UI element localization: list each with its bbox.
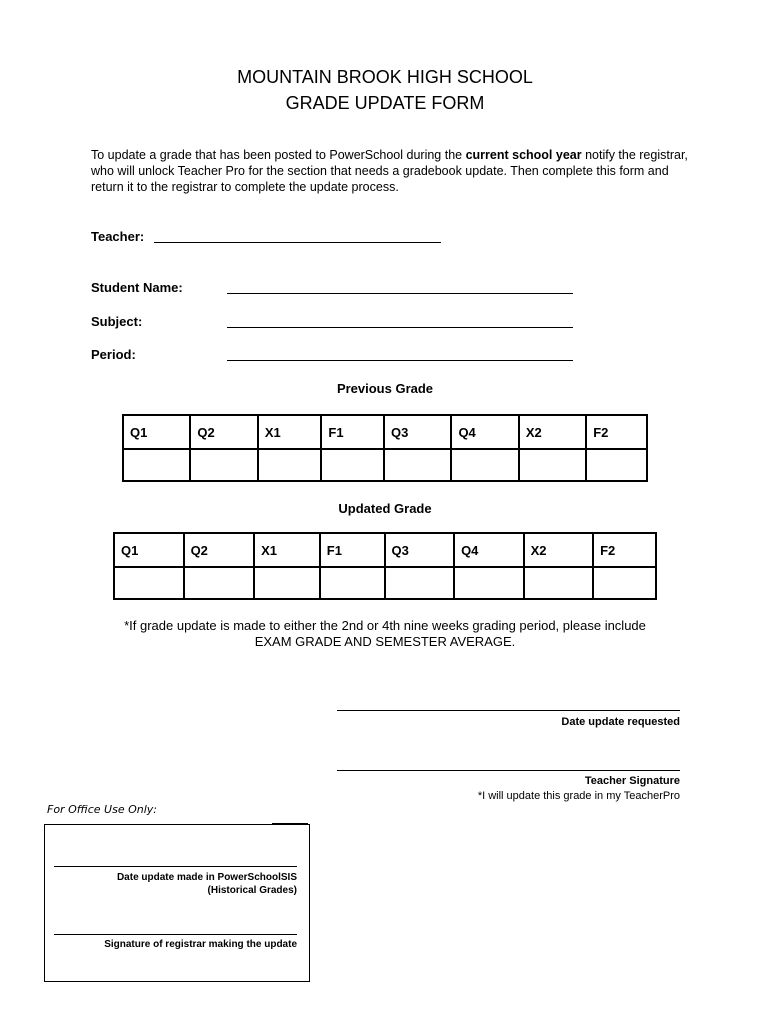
updated-grade-col-header: Q4 <box>454 533 524 567</box>
previous-grade-cell[interactable] <box>451 449 518 481</box>
intro-text-bold: current school year <box>465 148 582 162</box>
previous-grade-col-header: Q3 <box>384 415 451 449</box>
teacher-field-line[interactable] <box>154 242 441 243</box>
teacher-signature-line[interactable] <box>337 770 680 771</box>
exam-grade-note-line2: EXAM GRADE AND SEMESTER AVERAGE. <box>254 634 516 649</box>
updated-grade-table <box>113 532 657 600</box>
exam-grade-note-line1: *If grade update is made to either the 2nd or 4th nine weeks grading period, please include <box>124 618 646 633</box>
updated-grade-col-header: Q1 <box>114 533 184 567</box>
date-made-label-line1: Date update made in PowerSchoolSIS <box>116 872 297 883</box>
previous-grade-table <box>122 414 648 482</box>
previous-grade-heading: Previous Grade <box>336 381 434 396</box>
period-field-line[interactable] <box>227 360 573 361</box>
updated-grade-header-row <box>114 533 656 567</box>
period-label: Period: <box>91 347 136 362</box>
office-use-title: For Office Use Only: <box>47 803 157 816</box>
previous-grade-cell[interactable] <box>519 449 586 481</box>
previous-grade-cell[interactable] <box>123 449 190 481</box>
updated-grade-col-header: F2 <box>593 533 656 567</box>
updated-grade-cell[interactable] <box>524 567 593 599</box>
previous-grade-col-header: Q4 <box>451 415 518 449</box>
previous-grade-cell[interactable] <box>586 449 647 481</box>
date-requested-label: Date update requested <box>561 716 680 728</box>
previous-grade-col-header: Q2 <box>190 415 257 449</box>
updated-grade-cell[interactable] <box>114 567 184 599</box>
previous-grade-col-header: X1 <box>258 415 322 449</box>
registrar-signature-line[interactable] <box>54 934 297 935</box>
updated-grade-col-header: F1 <box>320 533 385 567</box>
previous-grade-value-row <box>123 449 647 481</box>
date-made-label-line2: (Historical Grades) <box>207 885 297 896</box>
previous-grade-col-header: F2 <box>586 415 647 449</box>
registrar-signature-label: Signature of registrar making the update <box>104 939 297 950</box>
teacher-signature-label: Teacher Signature <box>584 775 680 787</box>
intro-text-part2: notify the registrar, who will unlock Teacher Pro for the section that needs a gradebook update. Then complete this form and return it to the registrar to complete the update process. <box>91 148 688 194</box>
updated-grade-col-header: X1 <box>254 533 320 567</box>
intro-paragraph <box>91 147 691 195</box>
date-requested-line[interactable] <box>337 710 680 711</box>
previous-grade-cell[interactable] <box>384 449 451 481</box>
form-title: GRADE UPDATE FORM <box>285 93 485 113</box>
date-made-label <box>54 871 297 897</box>
previous-grade-header-row <box>123 415 647 449</box>
previous-grade-col-header: Q1 <box>123 415 190 449</box>
subject-field-line[interactable] <box>227 327 573 328</box>
updated-grade-cell[interactable] <box>254 567 320 599</box>
updated-grade-heading: Updated Grade <box>338 501 432 516</box>
updated-grade-col-header: Q3 <box>385 533 455 567</box>
student-name-label: Student Name: <box>91 280 183 295</box>
updated-grade-cell[interactable] <box>385 567 455 599</box>
updated-grade-cell[interactable] <box>454 567 524 599</box>
office-use-box <box>44 824 310 982</box>
updated-grade-cell[interactable] <box>593 567 656 599</box>
updated-grade-col-header: X2 <box>524 533 593 567</box>
subject-label: Subject: <box>91 314 143 329</box>
previous-grade-col-header: F1 <box>321 415 384 449</box>
teacherpro-note: *I will update this grade in my TeacherPro <box>477 790 680 802</box>
student-name-field-line[interactable] <box>227 293 573 294</box>
previous-grade-cell[interactable] <box>258 449 322 481</box>
previous-grade-cell[interactable] <box>321 449 384 481</box>
date-made-line[interactable] <box>54 866 297 867</box>
previous-grade-cell[interactable] <box>190 449 257 481</box>
updated-grade-col-header: Q2 <box>184 533 255 567</box>
updated-grade-cell[interactable] <box>320 567 385 599</box>
updated-grade-value-row <box>114 567 656 599</box>
previous-grade-col-header: X2 <box>519 415 586 449</box>
teacher-label: Teacher: <box>91 229 145 244</box>
school-name: MOUNTAIN BROOK HIGH SCHOOL <box>237 67 533 87</box>
updated-grade-cell[interactable] <box>184 567 255 599</box>
intro-text-part1: To update a grade that has been posted to PowerSchool during the <box>91 148 466 162</box>
